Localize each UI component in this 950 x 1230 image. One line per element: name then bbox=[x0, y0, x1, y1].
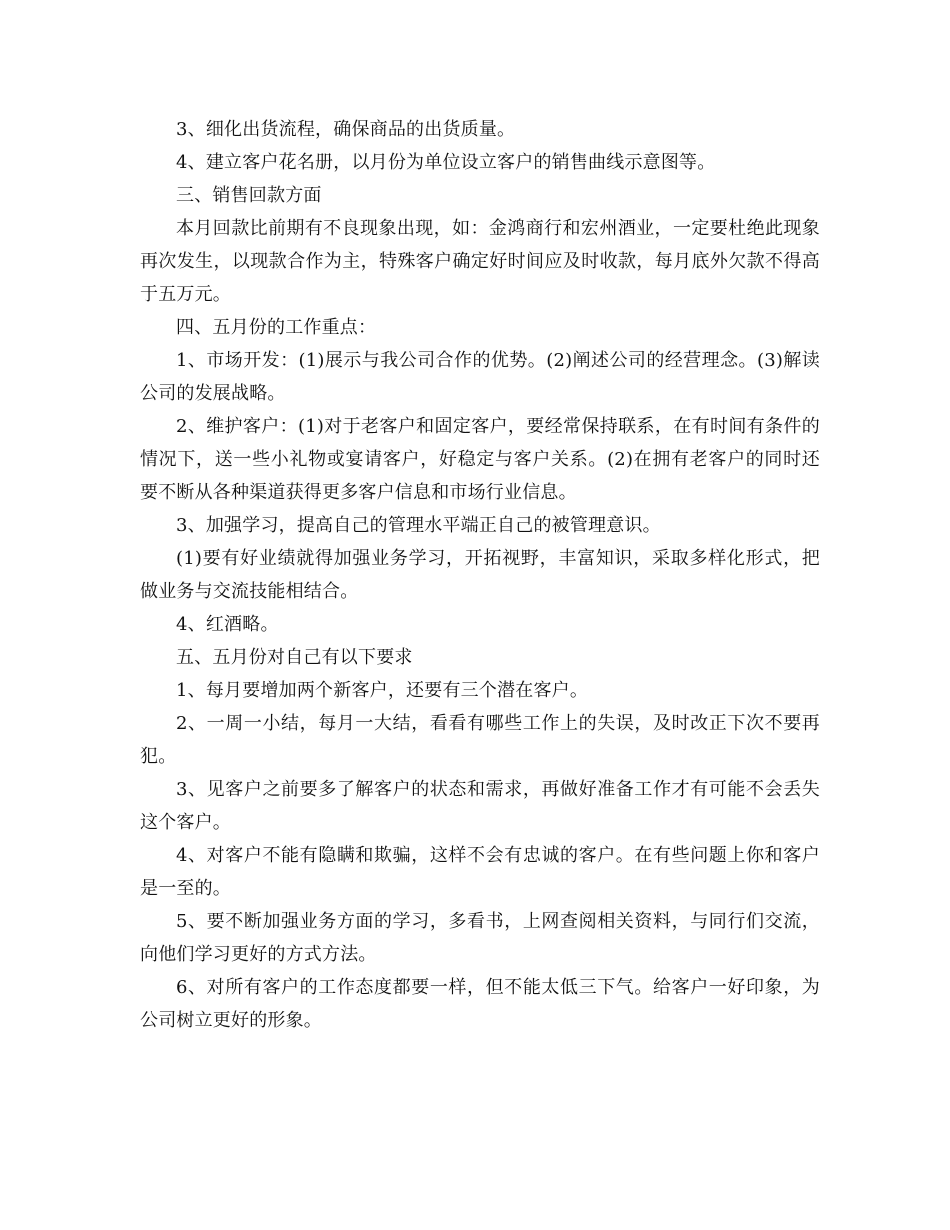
paragraph-8: 3、加强学习，提高自己的管理水平端正自己的被管理意识。 bbox=[176, 515, 661, 536]
section-heading-4: 四、五月份的工作重点： bbox=[176, 317, 377, 338]
paragraph-6: 1、市场开发：(1)展示与我公司合作的优势。(2)阐述公司的经营理念。(3)解读公司的发展战略。 bbox=[140, 350, 820, 404]
paragraph-10: 4、红酒略。 bbox=[176, 614, 279, 635]
paragraph-15: 4、对客户不能有隐瞒和欺骗，这样不会有忠诚的客户。在有些问题上你和客户是一至的。 bbox=[140, 845, 820, 899]
paragraph-7: 2、维护客户：(1)对于老客户和固定客户，要经常保持联系，在有时间有条件的情况下，送一些小礼物或宴请客户，好稳定与客户关系。(2)在拥有老客户的同时还要不断从各种渠道获得更多客户信息和市场行业信息。 bbox=[140, 416, 820, 503]
paragraph-14: 3、见客户之前要多了解客户的状态和需求，再做好准备工作才有可能不会丢失这个客户。 bbox=[140, 779, 820, 833]
paragraph-13: 2、一周一小结，每月一大结，看看有哪些工作上的失误，及时改正下次不要再犯。 bbox=[140, 713, 820, 767]
section-heading-5: 五、五月份对自己有以下要求 bbox=[176, 647, 413, 668]
paragraph-9: (1)要有好业绩就得加强业务学习，开拓视野，丰富知识，采取多样化形式，把做业务与交流技能相结合。 bbox=[140, 548, 820, 602]
paragraph-4: 本月回款比前期有不良现象出现，如：金鸿商行和宏州酒业，一定要杜绝此现象再次发生，以现款合作为主，特殊客户确定好时间应及时收款，每月底外欠款不得高于五万元。 bbox=[140, 218, 820, 305]
document-body bbox=[140, 113, 820, 1037]
paragraph-12: 1、每月要增加两个新客户，还要有三个潜在客户。 bbox=[176, 680, 589, 701]
section-heading-3: 三、销售回款方面 bbox=[176, 185, 322, 206]
paragraph-1: 3、细化出货流程，确保商品的出货质量。 bbox=[176, 119, 516, 140]
paragraph-16: 5、要不断加强业务方面的学习，多看书，上网查阅相关资料，与同行们交流，向他们学习更好的方式方法。 bbox=[140, 911, 820, 965]
paragraph-17: 6、对所有客户的工作态度都要一样，但不能太低三下气。给客户一好印象，为公司树立更好的形象。 bbox=[140, 977, 820, 1031]
paragraph-2: 4、建立客户花名册，以月份为单位设立客户的销售曲线示意图等。 bbox=[176, 152, 716, 173]
